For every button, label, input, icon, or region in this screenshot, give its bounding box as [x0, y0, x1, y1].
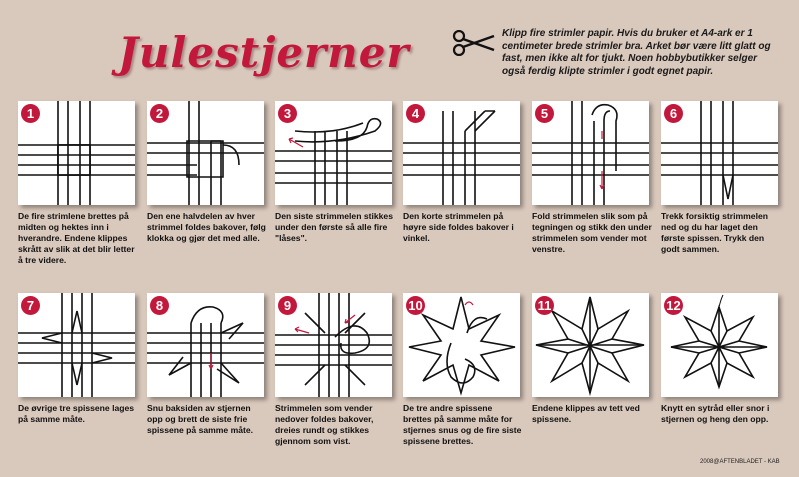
step-illustration [275, 293, 392, 397]
page-title: Julestjerner [118, 28, 410, 77]
step-number-badge: 11 [535, 296, 554, 315]
step-illustration [275, 101, 392, 205]
step-number-badge: 5 [535, 104, 554, 123]
step-number-badge: 6 [664, 104, 683, 123]
step-illustration [532, 101, 649, 205]
step-illustration [661, 293, 778, 397]
step-caption: Den ene halvdelen av hver strimmel foldes bakover, følg klokka og gjør det med alle. [147, 211, 266, 243]
step-illustration [532, 293, 649, 397]
step-number-badge: 12 [664, 296, 683, 315]
step-illustration [403, 101, 520, 205]
step-number-badge: 10 [406, 296, 425, 315]
step-caption: Snu baksiden av stjernen opp og brett de siste frie spissene på samme måte. [147, 403, 254, 435]
step-number-badge: 2 [150, 104, 169, 123]
scissors-icon [452, 30, 496, 56]
step-caption: De øvrige tre spissene lages på samme måte. [18, 403, 135, 424]
step-caption: Endene klippes av tett ved spissene. [532, 403, 640, 424]
credit-text: 2008@AFTENBLADET - KAB [700, 459, 780, 465]
step-number-badge: 1 [21, 104, 40, 123]
step-illustration [18, 101, 135, 205]
step-number-badge: 8 [150, 296, 169, 315]
step-caption: Strimmelen som vender nedover foldes bakover, dreies rundt og stikkes gjennom som vist. [275, 403, 374, 446]
step-illustration [661, 101, 778, 205]
step-caption: Den korte strimmelen på høyre side foldes bakover i vinkel. [403, 211, 514, 243]
step-caption: De tre andre spissene brettes på samme måte for stjernes snus og de fire siste spissene brettes. [403, 403, 522, 446]
step-illustration [147, 293, 264, 397]
step-caption: Den siste strimmelen stikkes under den første så alle fire "låses". [275, 211, 393, 243]
step-number-badge: 7 [21, 296, 40, 315]
intro-text: Klipp fire strimler papir. Hvis du bruker et A4-ark er 1 centimeter brede strimler bra. Arket bør være litt glatt og fast, men ikke alt for tjukt. Noen hobbybutikker selger også ferdig klipte strimler i godt egnet papir. [502, 28, 771, 77]
step-caption: Trekk forsiktig strimmelen ned og du har laget den første spissen. Trykk den godt sammen. [661, 211, 768, 254]
step-illustration [403, 293, 520, 397]
step-number-badge: 9 [278, 296, 297, 315]
step-illustration [18, 293, 135, 397]
step-caption: De fire strimlene brettes på midten og hektes inn i hverandre. Endene klippes skrått av slik at det blir letter å tre videre. [18, 211, 135, 265]
step-number-badge: 3 [278, 104, 297, 123]
step-number-badge: 4 [406, 104, 425, 123]
step-caption: Fold strimmelen slik som på tegningen og stikk den under strimmelen som vender mot venstre. [532, 211, 652, 254]
step-illustration [147, 101, 264, 205]
step-caption: Knytt en sytråd eller snor i stjernen og heng den opp. [661, 403, 770, 424]
